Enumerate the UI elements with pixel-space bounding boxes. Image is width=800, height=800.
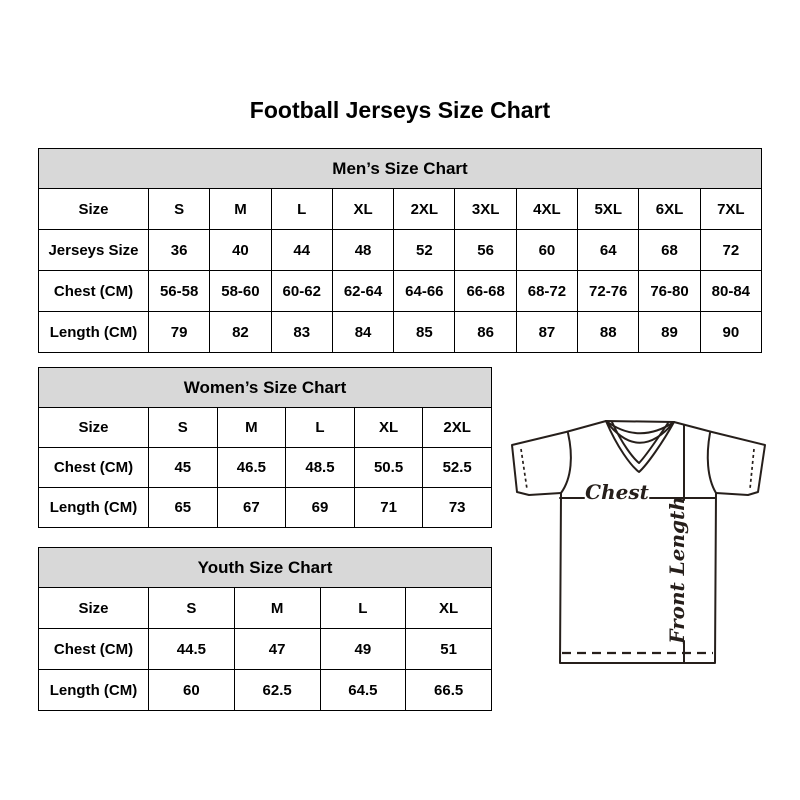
column-header: 5XL <box>578 189 639 230</box>
mens-size-table <box>38 148 762 353</box>
column-header: M <box>210 189 271 230</box>
men-table-title: Men’s Size Chart <box>39 149 762 189</box>
table-cell: 68 <box>639 230 700 271</box>
youth-table-title-row <box>39 548 492 588</box>
column-header: S <box>149 189 210 230</box>
column-header: 2XL <box>423 408 492 448</box>
youth-size-table <box>38 547 492 711</box>
table-row <box>39 408 492 448</box>
table-cell: 64-66 <box>394 271 455 312</box>
table-cell: 46.5 <box>217 448 286 488</box>
column-header: 7XL <box>700 189 761 230</box>
table-cell: 82 <box>210 312 271 353</box>
table-cell: 69 <box>286 488 355 528</box>
table-cell: 44.5 <box>149 629 235 670</box>
column-header: L <box>271 189 332 230</box>
table-row <box>39 271 762 312</box>
column-header: S <box>149 588 235 629</box>
table-cell: 64.5 <box>320 670 406 711</box>
table-row <box>39 488 492 528</box>
table-cell: 56 <box>455 230 516 271</box>
table-cell: 64 <box>578 230 639 271</box>
chest-label: Chest <box>585 480 649 504</box>
row-label: Length (CM) <box>39 488 149 528</box>
women-table-title: Women’s Size Chart <box>39 368 492 408</box>
row-label: Jerseys Size <box>39 230 149 271</box>
table-cell: 44 <box>271 230 332 271</box>
table-cell: 48 <box>332 230 393 271</box>
front-length-label: Front Length <box>665 496 689 644</box>
table-cell: 72-76 <box>578 271 639 312</box>
column-header: XL <box>332 189 393 230</box>
table-cell: 36 <box>149 230 210 271</box>
table-cell: 67 <box>217 488 286 528</box>
table-cell: 62.5 <box>234 670 320 711</box>
table-row <box>39 189 762 230</box>
row-label: Chest (CM) <box>39 448 149 488</box>
table-row <box>39 670 492 711</box>
table-cell: 62-64 <box>332 271 393 312</box>
table-cell: 66.5 <box>406 670 492 711</box>
table-cell: 65 <box>149 488 218 528</box>
table-cell: 58-60 <box>210 271 271 312</box>
women-table-title-row <box>39 368 492 408</box>
youth-table-title: Youth Size Chart <box>39 548 492 588</box>
table-row <box>39 448 492 488</box>
table-cell: 86 <box>455 312 516 353</box>
jersey-measurement-diagram <box>500 400 780 680</box>
table-row <box>39 629 492 670</box>
table-cell: 52.5 <box>423 448 492 488</box>
column-header: XL <box>354 408 423 448</box>
column-header: L <box>286 408 355 448</box>
table-cell: 45 <box>149 448 218 488</box>
table-cell: 66-68 <box>455 271 516 312</box>
table-cell: 60-62 <box>271 271 332 312</box>
row-label: Size <box>39 189 149 230</box>
column-header: XL <box>406 588 492 629</box>
jersey-outline <box>512 421 765 663</box>
column-header: 2XL <box>394 189 455 230</box>
table-cell: 84 <box>332 312 393 353</box>
table-cell: 49 <box>320 629 406 670</box>
table-cell: 48.5 <box>286 448 355 488</box>
table-row <box>39 230 762 271</box>
row-label: Length (CM) <box>39 670 149 711</box>
table-cell: 68-72 <box>516 271 577 312</box>
womens-size-table <box>38 367 492 528</box>
column-header: 6XL <box>639 189 700 230</box>
table-cell: 60 <box>516 230 577 271</box>
table-cell: 73 <box>423 488 492 528</box>
table-cell: 89 <box>639 312 700 353</box>
page-title: Football Jerseys Size Chart <box>249 97 551 123</box>
table-cell: 51 <box>406 629 492 670</box>
row-label: Chest (CM) <box>39 629 149 670</box>
table-cell: 87 <box>516 312 577 353</box>
men-table-title-row <box>39 149 762 189</box>
row-label: Length (CM) <box>39 312 149 353</box>
row-label: Chest (CM) <box>39 271 149 312</box>
table-cell: 80-84 <box>700 271 761 312</box>
table-cell: 40 <box>210 230 271 271</box>
column-header: 3XL <box>455 189 516 230</box>
row-label: Size <box>39 408 149 448</box>
table-cell: 76-80 <box>639 271 700 312</box>
table-cell: 88 <box>578 312 639 353</box>
column-header: S <box>149 408 218 448</box>
table-cell: 60 <box>149 670 235 711</box>
table-cell: 83 <box>271 312 332 353</box>
table-cell: 47 <box>234 629 320 670</box>
table-cell: 56-58 <box>149 271 210 312</box>
table-cell: 72 <box>700 230 761 271</box>
table-cell: 52 <box>394 230 455 271</box>
table-cell: 79 <box>149 312 210 353</box>
column-header: M <box>217 408 286 448</box>
column-header: M <box>234 588 320 629</box>
row-label: Size <box>39 588 149 629</box>
table-cell: 90 <box>700 312 761 353</box>
table-cell: 50.5 <box>354 448 423 488</box>
column-header: 4XL <box>516 189 577 230</box>
table-row <box>39 588 492 629</box>
table-cell: 85 <box>394 312 455 353</box>
table-cell: 71 <box>354 488 423 528</box>
table-row <box>39 312 762 353</box>
column-header: L <box>320 588 406 629</box>
